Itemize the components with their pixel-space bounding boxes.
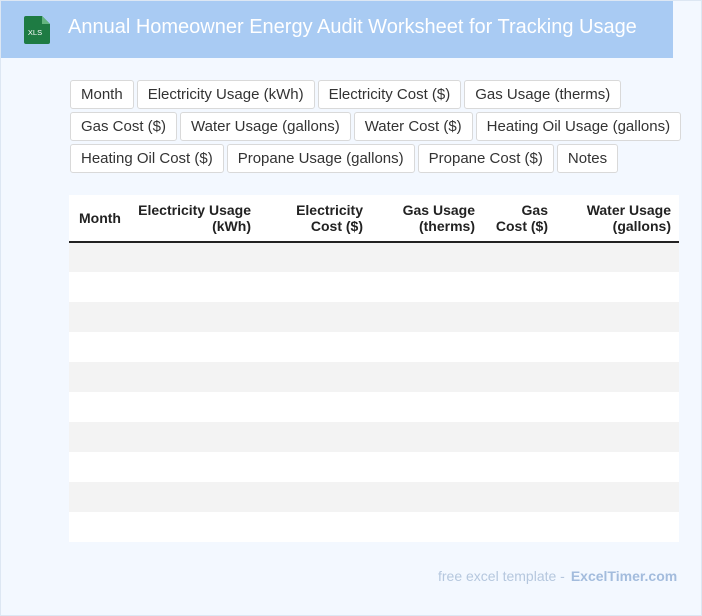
table-cell[interactable]	[69, 422, 127, 452]
table-row	[69, 362, 679, 392]
table-cell[interactable]	[371, 362, 483, 392]
column-tag[interactable]: Water Usage (gallons)	[180, 112, 351, 141]
page-title: Annual Homeowner Energy Audit Worksheet for Tracking Usage	[68, 16, 637, 38]
table-cell[interactable]	[556, 482, 679, 512]
table-cell[interactable]	[259, 452, 371, 482]
table-cell[interactable]	[371, 452, 483, 482]
table-cell[interactable]	[69, 452, 127, 482]
table-cell[interactable]	[483, 452, 556, 482]
table-cell[interactable]	[556, 332, 679, 362]
table-cell[interactable]	[483, 302, 556, 332]
column-tag[interactable]: Water Cost ($)	[354, 112, 473, 141]
table-row	[69, 332, 679, 362]
column-header: Month	[69, 195, 127, 242]
table-cell[interactable]	[483, 332, 556, 362]
table-cell[interactable]	[69, 332, 127, 362]
table-row	[69, 272, 679, 302]
table-cell[interactable]	[483, 512, 556, 542]
table-cell[interactable]	[127, 332, 259, 362]
column-tag[interactable]: Propane Cost ($)	[418, 144, 554, 173]
table-row	[69, 482, 679, 512]
usage-table	[69, 195, 679, 542]
table-cell[interactable]	[371, 272, 483, 302]
table-cell[interactable]	[259, 512, 371, 542]
table-cell[interactable]	[371, 422, 483, 452]
footer-brand-link[interactable]: ExcelTimer.com	[570, 568, 678, 584]
column-tag[interactable]: Electricity Cost ($)	[318, 80, 462, 109]
table-cell[interactable]	[127, 452, 259, 482]
column-tag[interactable]: Month	[70, 80, 134, 109]
table-cell[interactable]	[259, 302, 371, 332]
table-row	[69, 392, 679, 422]
table-cell[interactable]	[371, 242, 483, 272]
table-cell[interactable]	[69, 242, 127, 272]
column-tag[interactable]: Heating Oil Usage (gallons)	[476, 112, 681, 141]
table-cell[interactable]	[483, 272, 556, 302]
file-icon-label: XLS	[27, 28, 43, 37]
table-header-row	[69, 195, 679, 242]
table-cell[interactable]	[127, 392, 259, 422]
table-cell[interactable]	[127, 272, 259, 302]
table-cell[interactable]	[556, 422, 679, 452]
table-cell[interactable]	[556, 362, 679, 392]
column-tag-list	[70, 80, 685, 176]
table-row	[69, 422, 679, 452]
table-cell[interactable]	[556, 242, 679, 272]
table-cell[interactable]	[69, 482, 127, 512]
table-cell[interactable]	[483, 392, 556, 422]
column-header: Electricity Cost ($)	[259, 195, 371, 242]
table-cell[interactable]	[556, 272, 679, 302]
column-header: Water Usage (gallons)	[556, 195, 679, 242]
column-header: Gas Usage (therms)	[371, 195, 483, 242]
header-banner	[1, 1, 673, 58]
table-cell[interactable]	[127, 482, 259, 512]
column-tag[interactable]: Gas Cost ($)	[70, 112, 177, 141]
table-cell[interactable]	[127, 422, 259, 452]
column-tag[interactable]: Notes	[557, 144, 618, 173]
table-cell[interactable]	[556, 302, 679, 332]
table-cell[interactable]	[127, 362, 259, 392]
table-body	[69, 242, 679, 542]
table-cell[interactable]	[483, 242, 556, 272]
column-tag[interactable]: Gas Usage (therms)	[464, 80, 621, 109]
table-cell[interactable]	[371, 482, 483, 512]
table-cell[interactable]	[483, 482, 556, 512]
table-cell[interactable]	[259, 242, 371, 272]
table-cell[interactable]	[259, 332, 371, 362]
table-row	[69, 242, 679, 272]
table-cell[interactable]	[69, 272, 127, 302]
column-tag[interactable]: Electricity Usage (kWh)	[137, 80, 315, 109]
table-cell[interactable]	[483, 422, 556, 452]
footer-free-text: free excel template -	[438, 568, 565, 584]
footer-credit	[438, 568, 677, 584]
table-cell[interactable]	[483, 362, 556, 392]
table-cell[interactable]	[259, 272, 371, 302]
table-cell[interactable]	[371, 512, 483, 542]
table-cell[interactable]	[69, 512, 127, 542]
excel-file-icon	[23, 15, 51, 45]
table-cell[interactable]	[371, 332, 483, 362]
table-cell[interactable]	[371, 392, 483, 422]
table-row	[69, 302, 679, 332]
column-header: Electricity Usage (kWh)	[127, 195, 259, 242]
table-cell[interactable]	[69, 362, 127, 392]
table-cell[interactable]	[259, 422, 371, 452]
table-cell[interactable]	[259, 482, 371, 512]
table-cell[interactable]	[127, 242, 259, 272]
table-cell[interactable]	[259, 362, 371, 392]
table-row	[69, 512, 679, 542]
table-cell[interactable]	[556, 452, 679, 482]
table-cell[interactable]	[371, 302, 483, 332]
table-cell[interactable]	[127, 512, 259, 542]
table-row	[69, 452, 679, 482]
table-cell[interactable]	[127, 302, 259, 332]
column-tag[interactable]: Propane Usage (gallons)	[227, 144, 415, 173]
column-header: Gas Cost ($)	[483, 195, 556, 242]
column-tag[interactable]: Heating Oil Cost ($)	[70, 144, 224, 173]
table-cell[interactable]	[259, 392, 371, 422]
table-cell[interactable]	[556, 392, 679, 422]
table-cell[interactable]	[556, 512, 679, 542]
table-cell[interactable]	[69, 392, 127, 422]
table-cell[interactable]	[69, 302, 127, 332]
